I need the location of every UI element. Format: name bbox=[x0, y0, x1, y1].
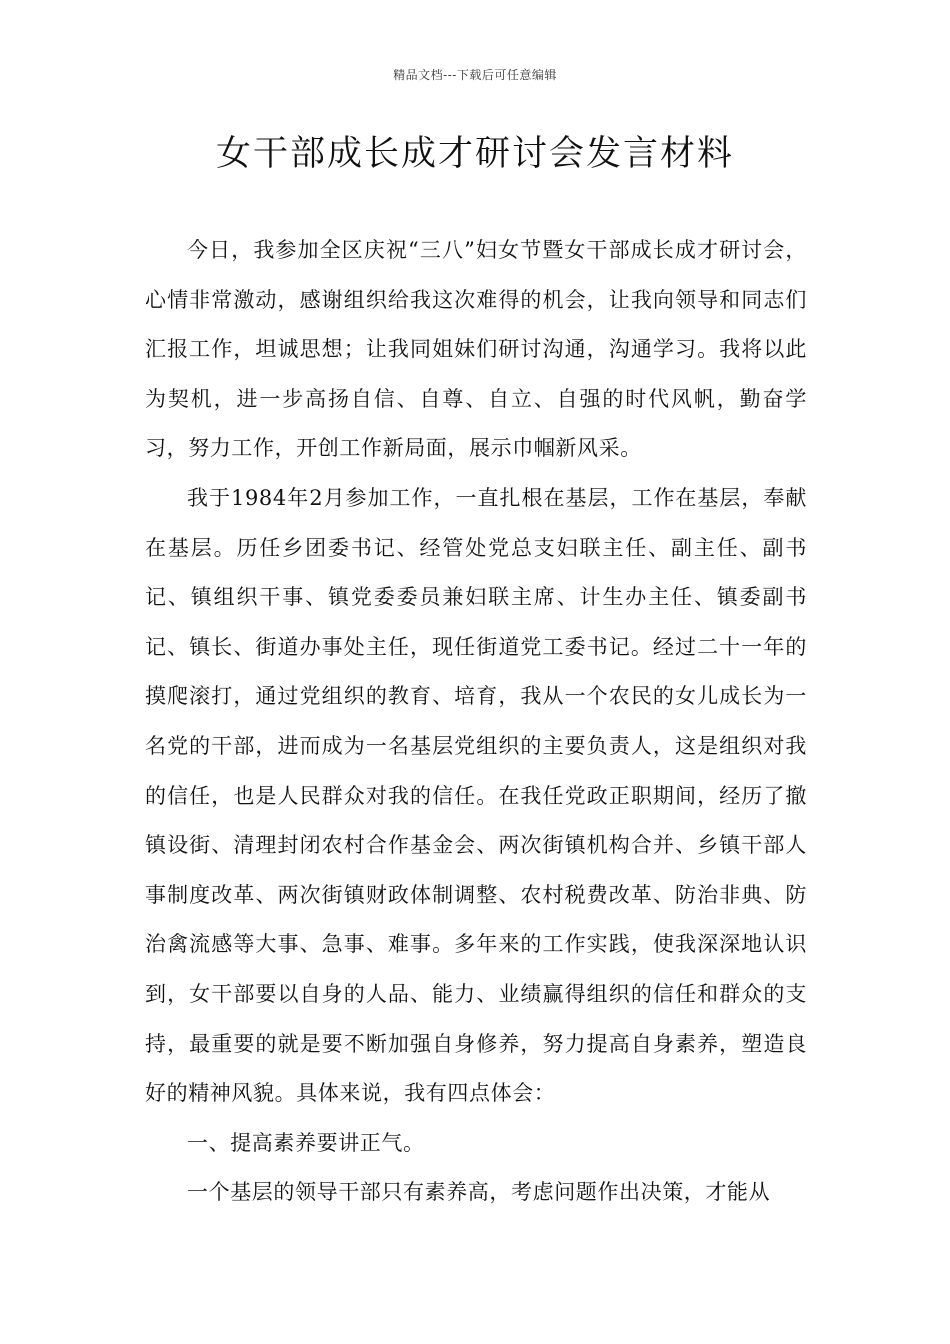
header-note: 精品文档---下载后可任意编辑 bbox=[393, 68, 557, 82]
paragraph-experience: 我于1984年2月参加工作，一直扎根在基层，工作在基层，奉献在基层。历任乡团委书记、经管处党总支妇联主任、副主任、副书记、镇组织干事、镇党委委员兼妇联主席、计生办主任、镇委副书记、镇长、街道办事处主任，现任街道党工委书记。经过二十一年的摸爬滚打，通过党组织的教育、培育，我从一个农民的女儿成长为一名党的干部，进而成为一名基层党组织的主要负责人，这是组织对我的信任，也是人民群众对我的信任。在我任党政正职期间，经历了撤镇设街、清理封闭农村合作基金会、两次街镇机构合并、乡镇干部人事制度改革、两次街镇财政体制调整、农村税费改革、防治非典、防治禽流感等大事、急事、难事。多年来的工作实践，使我深深地认识到，女干部要以自身的人品、能力、业绩赢得组织的信任和群众的支持，最重要的就是要不断加强自身修养，努力提高自身素养，塑造良好的精神风貌。具体来说，我有四点体会： bbox=[145, 485, 807, 1106]
document-title: 女干部成长成才研讨会发言材料 bbox=[215, 134, 734, 174]
paragraph-continuation: 一个基层的领导干部只有素养高，考虑问题作出决策，才能从 bbox=[187, 1180, 771, 1205]
paragraph-heading-one: 一、提高素养要讲正气。 bbox=[187, 1130, 425, 1155]
paragraph-intro: 今日，我参加全区庆祝“三八”妇女节暨女干部成长成才研讨会，心情非常激动，感谢组织给我这次难得的机会，让我向领导和同志们汇报工作，坦诚思想；让我同姐妹们研讨沟通，沟通学习。我将以此为契机，进一步高扬自信、自尊、自立、自强的时代风帆，勤奋学习，努力工作，开创工作新局面，展示巾帼新风采。 bbox=[145, 238, 807, 461]
document-body bbox=[145, 226, 807, 1218]
